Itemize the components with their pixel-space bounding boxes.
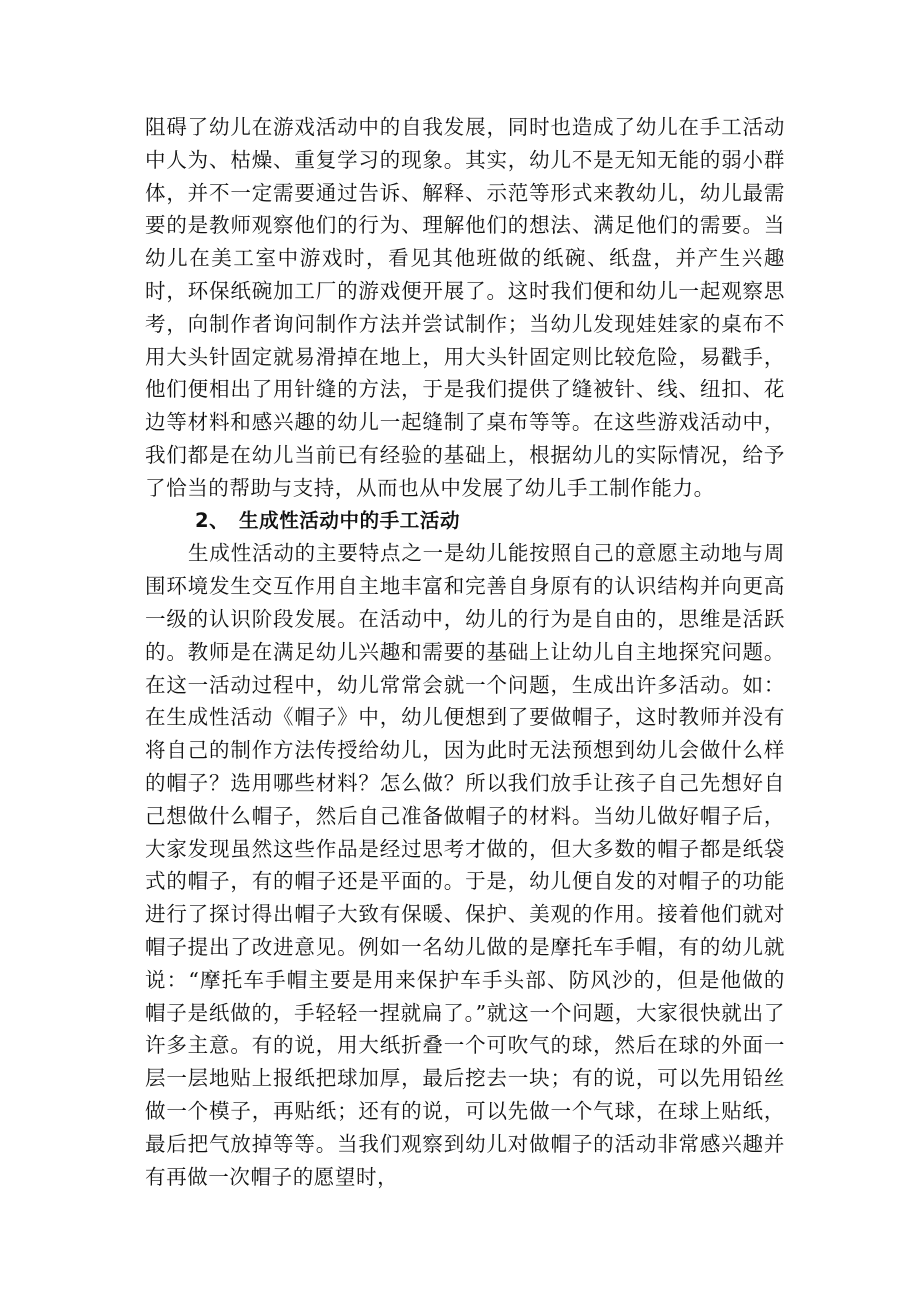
section-heading-title: 生成性活动中的手工活动 (239, 508, 461, 532)
section-heading-number: 2、 (195, 508, 230, 532)
body-paragraph-continued: 阻碍了幼儿在游戏活动中的自我发展，同时也造成了幼儿在手工活动中人为、枯燥、重复学习的现象。其实，幼儿不是无知无能的弱小群体，并不一定需要通过告诉、解释、示范等形式来教幼儿，幼儿最需要的是教师观察他们的行为、理解他们的想法、满足他们的需要。当幼儿在美工室中游戏时，看见其他班做的纸碗、纸盘，并产生兴趣时，环保纸碗加工厂的游戏便开展了。这时我们便和幼儿一起观察思考，向制作者询问制作方法并尝试制作；当幼儿发现娃娃家的桌布不用大头针固定就易滑掉在地上，用大头针固定则比较危险，易戳手，他们便相出了用针缝的方法，于是我们提供了缝被针、线、纽扣、花边等材料和感兴趣的幼儿一起缝制了桌布等等。在这些游戏活动中，我们都是在幼儿当前已有经验的基础上，根据幼儿的实际情况，给予了恰当的帮助与支持，从而也从中发展了幼儿手工制作能力。 (145, 115, 785, 500)
document-page (145, 111, 785, 1193)
section-heading (145, 505, 785, 538)
body-paragraph: 生成性活动的主要特点之一是幼儿能按照自己的意愿主动地与周围环境发生交互作用自主地丰富和完善自身原有的认识结构并向更高一级的认识阶段发展。在活动中，幼儿的行为是自由的，思维是活跃的。教师是在满足幼儿兴趣和需要的基础上让幼儿自主地探究问题。在这一活动过程中，幼儿常常会就一个问题，生成出许多活动。如：在生成性活动《帽子》中，幼儿便想到了要做帽子，这时教师并没有将自己的制作方法传授给幼儿，因为此时无法预想到幼儿会做什么样的帽子？选用哪些材料？怎么做？所以我们放手让孩子自己先想好自己想做什么帽子，然后自己准备做帽子的材料。当幼儿做好帽子后，大家发现虽然这些作品是经过思考才做的，但大多数的帽子都是纸袋式的帽子，有的帽子还是平面的。于是，幼儿便自发的对帽子的功能进行了探讨得出帽子大致有保暖、保护、美观的作用。接着他们就对帽子提出了改进意见。例如一名幼儿做的是摩托车手帽，有的幼儿就说：“摩托车手帽主要是用来保护车手头部、防风沙的，但是他做的帽子是纸做的，手轻轻一捏就扁了。”就这一个问题，大家很快就出了许多主意。有的说，用大纸折叠一个可吹气的球，然后在球的外面一层一层地贴上报纸把球加厚，最后挖去一块；有的说，可以先用铅丝做一个模子，再贴纸；还有的说，可以先做一个气球，在球上贴纸，最后把气放掉等等。当我们观察到幼儿对做帽子的活动非常感兴趣并有再做一次帽子的愿望时， (145, 541, 785, 1189)
